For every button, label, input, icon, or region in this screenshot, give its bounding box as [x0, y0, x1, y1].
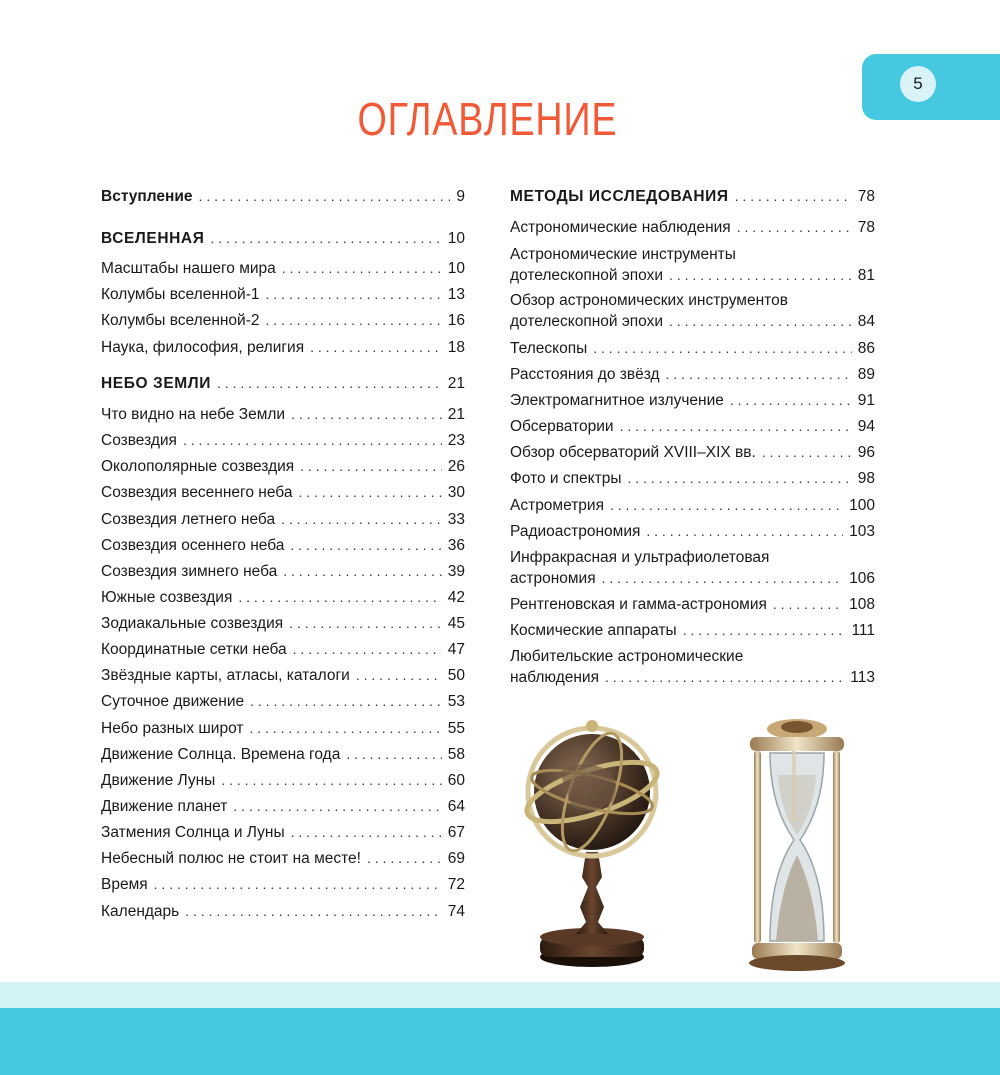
toc-entry	[101, 665, 465, 686]
toc-entry-label: Движение планет	[101, 798, 228, 815]
toc-entry	[101, 613, 465, 634]
toc-entry-label: Созвездия зимнего неба	[101, 563, 278, 580]
toc-entry	[510, 594, 875, 615]
toc-entry-page: 86	[857, 340, 875, 357]
toc-entry-page: 78	[857, 188, 875, 205]
toc-entry-label: астрономия	[510, 570, 596, 587]
toc-entry-page: 100	[849, 497, 875, 514]
toc-entry-page: 64	[447, 798, 465, 815]
toc-entry-page: 60	[447, 772, 465, 789]
leader-dots	[293, 639, 442, 660]
armillary-sphere-icon	[512, 702, 672, 972]
toc-entry	[510, 495, 875, 516]
toc-entry	[101, 561, 465, 582]
leader-dots	[249, 718, 441, 739]
leader-dots	[283, 561, 442, 582]
toc-entry-label: Движение Солнца. Времена года	[101, 746, 341, 763]
toc-entry-page: 108	[849, 596, 875, 613]
toc-entry	[101, 456, 465, 477]
toc-entry-label: Вступление	[101, 188, 193, 205]
leader-dots	[298, 482, 441, 503]
toc-entry-label: Звёздные карты, атласы, каталоги	[101, 667, 350, 684]
leader-dots	[183, 430, 442, 451]
toc-entry-page: 9	[456, 188, 465, 205]
toc-entry	[101, 796, 465, 817]
toc-entry-label: Обзор астрономических инструментов	[510, 292, 788, 309]
leader-dots	[210, 228, 441, 249]
toc-entry	[101, 691, 465, 712]
toc-entry-label: МЕТОДЫ ИССЛЕДОВАНИЯ	[510, 188, 729, 205]
toc-entry	[101, 770, 465, 791]
footer-band-light	[0, 982, 1000, 1008]
toc-entry-label: Зодиакальные созвездия	[101, 615, 284, 632]
leader-dots	[669, 311, 852, 332]
toc-entry-page: 78	[857, 219, 875, 236]
toc-entry-label: Обзор обсерваторий XVIII–XIX вв.	[510, 444, 756, 461]
leader-dots	[266, 310, 442, 331]
toc-entry	[101, 186, 465, 207]
toc-entry-label: Созвездия весеннего неба	[101, 484, 293, 501]
toc-entry-label: Астрономические наблюдения	[510, 219, 731, 236]
leader-dots	[282, 258, 442, 279]
toc-entry	[510, 338, 875, 359]
toc-entry	[101, 284, 465, 305]
leader-dots	[666, 364, 852, 385]
toc-entry-label: Радиоастрономия	[510, 523, 641, 540]
toc-entry-page: 94	[857, 418, 875, 435]
toc-entry-label: Координатные сетки неба	[101, 641, 287, 658]
toc-entry-label: Рентгеновская и гамма-астрономия	[510, 596, 767, 613]
leader-dots	[646, 521, 843, 542]
leader-dots	[290, 535, 441, 556]
toc-entry-label: Небо разных широт	[101, 720, 244, 737]
toc-entry	[510, 217, 875, 238]
leader-dots	[291, 822, 442, 843]
toc-entry-page: 111	[851, 622, 875, 639]
toc-entry-label: Календарь	[101, 903, 180, 920]
toc-entry-page: 67	[447, 824, 465, 841]
toc-entry-label: Астрометрия	[510, 497, 604, 514]
toc-entry-label: Инфракрасная и ультрафиолетовая	[510, 549, 770, 566]
toc-entry	[510, 547, 875, 589]
toc-entry-label: Колумбы вселенной-2	[101, 312, 260, 329]
toc-entry	[510, 620, 875, 641]
toc-entry-page: 13	[447, 286, 465, 303]
toc-entry-page: 106	[849, 570, 875, 587]
toc-entry	[101, 310, 465, 331]
toc-entry-page: 21	[447, 375, 465, 392]
toc-entry-label: Масштабы нашего мира	[101, 260, 276, 277]
toc-entry-label: Околополярные созвездия	[101, 458, 295, 475]
toc-entry	[101, 228, 465, 249]
toc-entry-page: 30	[447, 484, 465, 501]
toc-entry-page: 84	[857, 313, 875, 330]
toc-entry-page: 45	[447, 615, 465, 632]
leader-dots	[217, 373, 442, 394]
toc-entry-label: Любительские астрономические	[510, 648, 744, 665]
leader-dots	[773, 594, 843, 615]
toc-entry	[510, 521, 875, 542]
leader-dots	[356, 665, 442, 686]
toc-entry-page: 58	[447, 746, 465, 763]
leader-dots	[310, 337, 442, 358]
toc-entry-label: ВСЕЛЕННАЯ	[101, 230, 205, 247]
toc-entry	[510, 186, 875, 207]
toc-entry-label: Обсерватории	[510, 418, 614, 435]
toc-entry	[101, 848, 465, 869]
leader-dots	[730, 390, 852, 411]
toc-entry-page: 89	[857, 366, 875, 383]
toc-entry-label: Космические аппараты	[510, 622, 677, 639]
toc-entry-label: Время	[101, 876, 148, 893]
toc-entry	[510, 646, 875, 688]
hourglass-icon	[742, 715, 852, 975]
leader-dots	[683, 620, 846, 641]
leader-dots	[221, 770, 441, 791]
toc-entry-page: 42	[447, 589, 465, 606]
toc-entry-page: 69	[447, 850, 465, 867]
leader-dots	[185, 901, 442, 922]
toc-entry-page: 39	[447, 563, 465, 580]
toc-entry-label: Фото и спектры	[510, 470, 622, 487]
toc-entry-page: 96	[857, 444, 875, 461]
toc-entry	[510, 364, 875, 385]
toc-entry-label: Затмения Солнца и Луны	[101, 824, 285, 841]
toc-entry-page: 21	[447, 406, 465, 423]
toc-entry-label: дотелескопной эпохи	[510, 313, 664, 330]
toc-entry-label: Созвездия	[101, 432, 177, 449]
toc-entry	[101, 822, 465, 843]
toc-entry-page: 81	[857, 267, 875, 284]
toc-entry-label: Созвездия осеннего неба	[101, 537, 285, 554]
toc-entry-page: 53	[447, 693, 465, 710]
toc-entry-page: 98	[857, 470, 875, 487]
leader-dots	[238, 587, 441, 608]
leader-dots	[610, 495, 843, 516]
page-title: ОГЛАВЛЕНИЕ	[357, 93, 618, 145]
toc-entry	[101, 587, 465, 608]
toc-entry-page: 23	[447, 432, 465, 449]
toc-entry-label: наблюдения	[510, 669, 599, 686]
toc-entry-label: Колумбы вселенной-1	[101, 286, 260, 303]
toc-entry-page: 91	[857, 392, 875, 409]
toc-entry-page: 26	[447, 458, 465, 475]
toc-entry-page: 33	[447, 511, 465, 528]
page-number: 5	[900, 66, 936, 102]
leader-dots	[291, 404, 442, 425]
toc-entry-page: 10	[447, 260, 465, 277]
toc-entry	[101, 874, 465, 895]
toc-entry-label: дотелескопной эпохи	[510, 267, 664, 284]
toc-entry	[101, 901, 465, 922]
toc-entry-label: Что видно на небе Земли	[101, 406, 286, 423]
leader-dots	[669, 265, 852, 286]
toc-entry-page: 10	[447, 230, 465, 247]
toc-entry-label: Астрономические инструменты	[510, 246, 736, 263]
toc-entry-label: Суточное движение	[101, 693, 245, 710]
leader-dots	[367, 848, 442, 869]
toc-entry-page: 72	[447, 876, 465, 893]
toc-entry	[101, 430, 465, 451]
toc-entry	[101, 404, 465, 425]
toc-entry	[101, 535, 465, 556]
toc-entry	[510, 390, 875, 411]
leader-dots	[735, 186, 852, 207]
toc-entry-label: Созвездия летнего неба	[101, 511, 276, 528]
toc-entry	[510, 290, 875, 332]
leader-dots	[620, 416, 852, 437]
footer-band	[0, 1008, 1000, 1075]
leader-dots	[289, 613, 442, 634]
leader-dots	[605, 667, 844, 688]
toc-entry-label: Телескопы	[510, 340, 588, 357]
toc-entry	[101, 718, 465, 739]
leader-dots	[737, 217, 852, 238]
leader-dots	[346, 744, 441, 765]
leader-dots	[627, 468, 851, 489]
leader-dots	[154, 874, 442, 895]
toc-entry	[101, 744, 465, 765]
toc-entry	[101, 482, 465, 503]
toc-entry	[510, 442, 875, 463]
leader-dots	[602, 568, 844, 589]
toc-entry-label: НЕБО ЗЕМЛИ	[101, 375, 212, 392]
toc-entry-page: 47	[447, 641, 465, 658]
toc-entry-page: 16	[447, 312, 465, 329]
toc-entry	[510, 468, 875, 489]
toc-entry-page: 50	[447, 667, 465, 684]
toc-entry-label: Наука, философия, религия	[101, 339, 305, 356]
toc-entry-label: Движение Луны	[101, 772, 216, 789]
toc-entry-label: Расстояния до звёзд	[510, 366, 660, 383]
toc-entry-label: Небесный полюс не стоит на месте!	[101, 850, 361, 867]
leader-dots	[233, 796, 441, 817]
toc-entry	[101, 639, 465, 660]
toc-entry-page: 36	[447, 537, 465, 554]
toc-entry	[101, 373, 465, 394]
leader-dots	[199, 186, 451, 207]
leader-dots	[762, 442, 852, 463]
leader-dots	[281, 509, 442, 530]
toc-entry-page: 18	[447, 339, 465, 356]
leader-dots	[266, 284, 442, 305]
leader-dots	[250, 691, 442, 712]
leader-dots	[300, 456, 442, 477]
toc-entry-label: Южные созвездия	[101, 589, 233, 606]
toc-entry-page: 103	[849, 523, 875, 540]
toc-entry-label: Электромагнитное излучение	[510, 392, 724, 409]
toc-entry	[101, 258, 465, 279]
toc-entry-page: 74	[447, 903, 465, 920]
toc-entry	[510, 244, 875, 286]
toc-entry	[101, 337, 465, 358]
toc-entry-page: 113	[850, 669, 875, 686]
toc-entry	[510, 416, 875, 437]
toc-entry	[101, 509, 465, 530]
toc-entry-page: 55	[447, 720, 465, 737]
leader-dots	[593, 338, 852, 359]
